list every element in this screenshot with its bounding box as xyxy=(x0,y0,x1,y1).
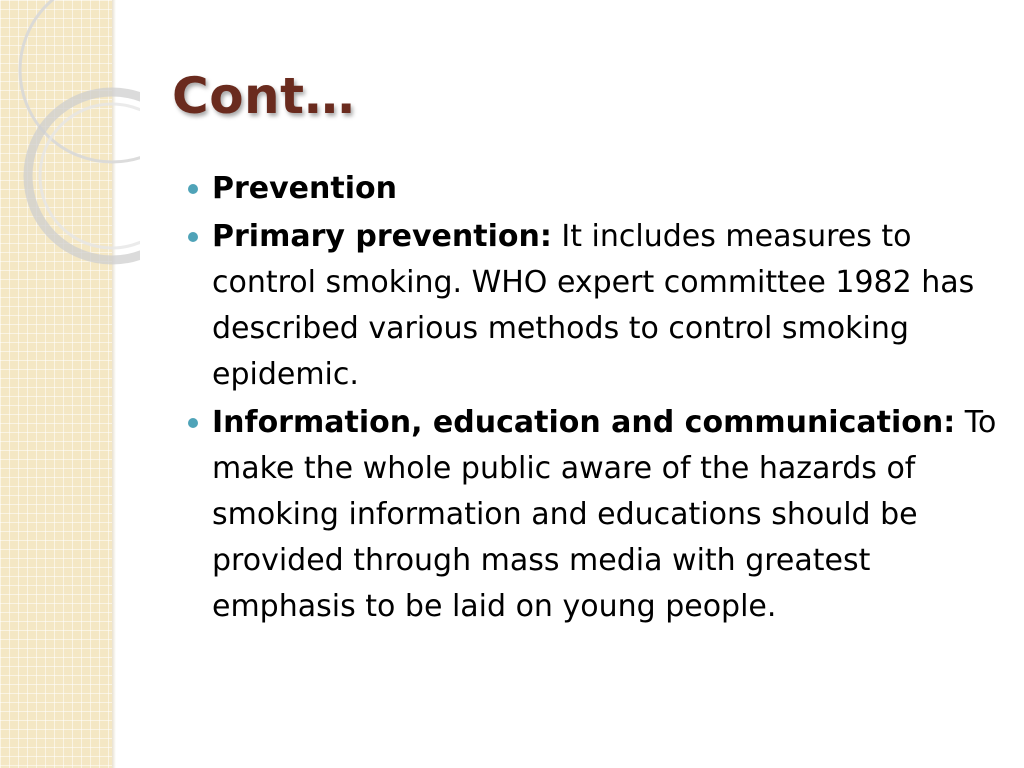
bullet-prevention xyxy=(188,166,998,212)
bullet-text: It includes measures to control smoking. WHO expert committee 1982 has described various methods to control smoking epidemic. xyxy=(212,219,975,392)
bullet-iec xyxy=(188,400,998,630)
bullet-heading: Prevention xyxy=(212,171,397,206)
bullet-dot-icon xyxy=(188,418,198,428)
bullet-dot-icon xyxy=(188,184,198,194)
decorative-rings-icon xyxy=(0,0,140,280)
bullet-dot-icon xyxy=(188,232,198,242)
bullet-heading: Primary prevention: xyxy=(212,219,552,254)
slide-title: Cont… xyxy=(172,67,356,125)
bullet-heading: Information, education and communication: xyxy=(212,405,956,440)
bullet-primary-prevention xyxy=(188,214,998,398)
bullet-text: To make the whole public aware of the hazards of smoking information and educations should be provided through mass media with greatest emphasis to be laid on young people. xyxy=(212,405,997,624)
bullet-list xyxy=(188,166,998,632)
